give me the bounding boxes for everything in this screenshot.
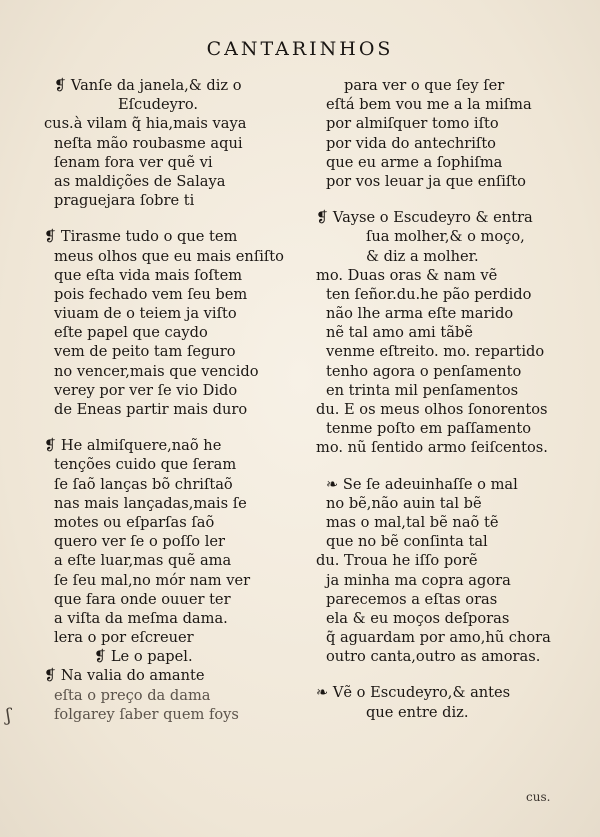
text-line: parecemos a eſtas oras xyxy=(326,590,498,608)
text-line: folgarey ſaber quem foys xyxy=(54,705,239,723)
stage-direction: ❡ Vayse o Escudeyro & entra xyxy=(316,209,533,227)
text-line: ten ſeñor.du.he pão perdido xyxy=(326,285,532,303)
text-line: q̃ aguardam por amo,hũ chora xyxy=(326,629,551,647)
stanza-gap xyxy=(316,666,586,683)
text-line: verey por ver ſe vio Dido xyxy=(54,381,238,399)
text-line: as maldições de Salaya xyxy=(54,172,226,190)
text-line: tenções cuido que ſeram xyxy=(54,456,237,474)
text-line: Eſcudeyro. xyxy=(118,96,198,114)
text-line: de Eneas partir mais duro xyxy=(54,401,248,418)
text-line: nas mais lançadas,mais ſe xyxy=(54,494,247,512)
catchword: cus. xyxy=(526,790,551,804)
stage-direction: & diz a molher. xyxy=(366,247,479,265)
text-line: ❡ Tirasme tudo o que tem xyxy=(44,228,238,246)
text-line: por vida do antechriſto xyxy=(326,134,496,152)
text-line: ❧ Se ſe adeuinhaſſe o mal xyxy=(326,475,518,493)
text-line: outro canta,outro as amoras. xyxy=(326,648,541,666)
text-line: neſta mão roubasme aqui xyxy=(54,134,243,152)
stage-direction: ❧ Vẽ o Escudeyro,& antes xyxy=(316,684,511,702)
text-line: venme eſtreito. mo. repartido xyxy=(326,343,545,361)
text-line: mo. Duas oras & nam vẽ xyxy=(316,266,498,284)
text-line: que eſta vida mais ſoſtem xyxy=(54,266,243,284)
text-line: lera o por eſcreuer xyxy=(54,629,194,647)
text-line: ſe ſeu mal,no mór nam ver xyxy=(54,571,251,589)
text-line: para ver o que ſey ſer xyxy=(344,77,505,94)
right-column xyxy=(316,76,586,722)
text-line: não lhe arma eſte marido xyxy=(326,305,514,323)
text-line: que no bẽ conſinta tal xyxy=(326,533,488,551)
text-line: no vencer,mais que vencido xyxy=(54,362,259,380)
text-line: por almiſquer tomo iſto xyxy=(326,115,499,133)
text-line: du. Troua he iſſo porẽ xyxy=(316,552,478,570)
stanza-gap xyxy=(316,191,586,208)
text-line: no bẽ,não auin tal bẽ xyxy=(326,494,482,512)
text-line: ela & eu moços deſporas xyxy=(326,609,510,627)
text-line: vem de peito tam ſeguro xyxy=(54,343,236,361)
stage-direction: que entre diz. xyxy=(366,703,469,721)
text-line: ſenam fora ver quẽ vi xyxy=(54,153,213,171)
text-line: que eu arme a ſophiſma xyxy=(326,153,503,171)
margin-mark-icon: ʃ xyxy=(6,705,11,726)
text-line: meus olhos que eu mais enſiſto xyxy=(54,247,284,265)
text-line: motes ou eſparſas ſaõ xyxy=(54,513,215,531)
text-line: en trinta mil penſamentos xyxy=(326,381,519,399)
text-line: por vos leuar ja que enſiſto xyxy=(326,172,526,190)
text-line: tenho agora o penſamento xyxy=(326,362,522,380)
text-line: mo. nũ ſentido armo ſeiſcentos. xyxy=(316,439,548,457)
running-title: CANTARINHOS xyxy=(206,38,394,60)
text-line: eſtá bem vou me a la miſma xyxy=(326,96,532,114)
text-line: ſe ſaõ lanças bõ chriſtaõ xyxy=(54,475,233,493)
text-line: nẽ tal amo ami tãbẽ xyxy=(326,324,473,342)
stanza-gap xyxy=(44,210,306,227)
text-line: que fara onde ouuer ter xyxy=(54,590,231,608)
text-line: a eſte luar,mas quẽ ama xyxy=(54,552,232,570)
stage-direction: ❡ Le o papel. xyxy=(94,648,193,666)
stanza-gap xyxy=(44,419,306,436)
stanza-gap xyxy=(316,458,586,475)
text-line: quero ver ſe o poſſo ler xyxy=(54,533,226,551)
text-line: viuam de o teiem ja viſto xyxy=(54,305,237,323)
text-line: eſta o preço da dama xyxy=(54,686,211,704)
text-line: a viſta da meſma dama. xyxy=(54,609,228,627)
text-line: ❡ He almiſquere,naõ he xyxy=(44,437,222,455)
text-line: mas o mal,tal bẽ naõ tẽ xyxy=(326,513,499,531)
left-column xyxy=(44,76,306,724)
text-line: ja minha ma copra agora xyxy=(326,571,511,589)
text-line: praguejara ſobre ti xyxy=(54,192,195,210)
text-line: tenme poſto em paſſamento xyxy=(326,420,532,438)
text-line: ❡ Na valia do amante xyxy=(44,667,205,685)
text-line: eſte papel que caydo xyxy=(54,324,208,342)
text-line: ❡ Vanſe da janela,& diz o xyxy=(54,77,242,94)
text-line: du. E os meus olhos ſonorentos xyxy=(316,401,548,418)
text-line: pois fechado vem ſeu bem xyxy=(54,285,248,303)
stage-direction: ſua molher,& o moço, xyxy=(366,228,525,246)
text-line: cus.à vilam q̃ hia,mais vaya xyxy=(44,115,247,133)
